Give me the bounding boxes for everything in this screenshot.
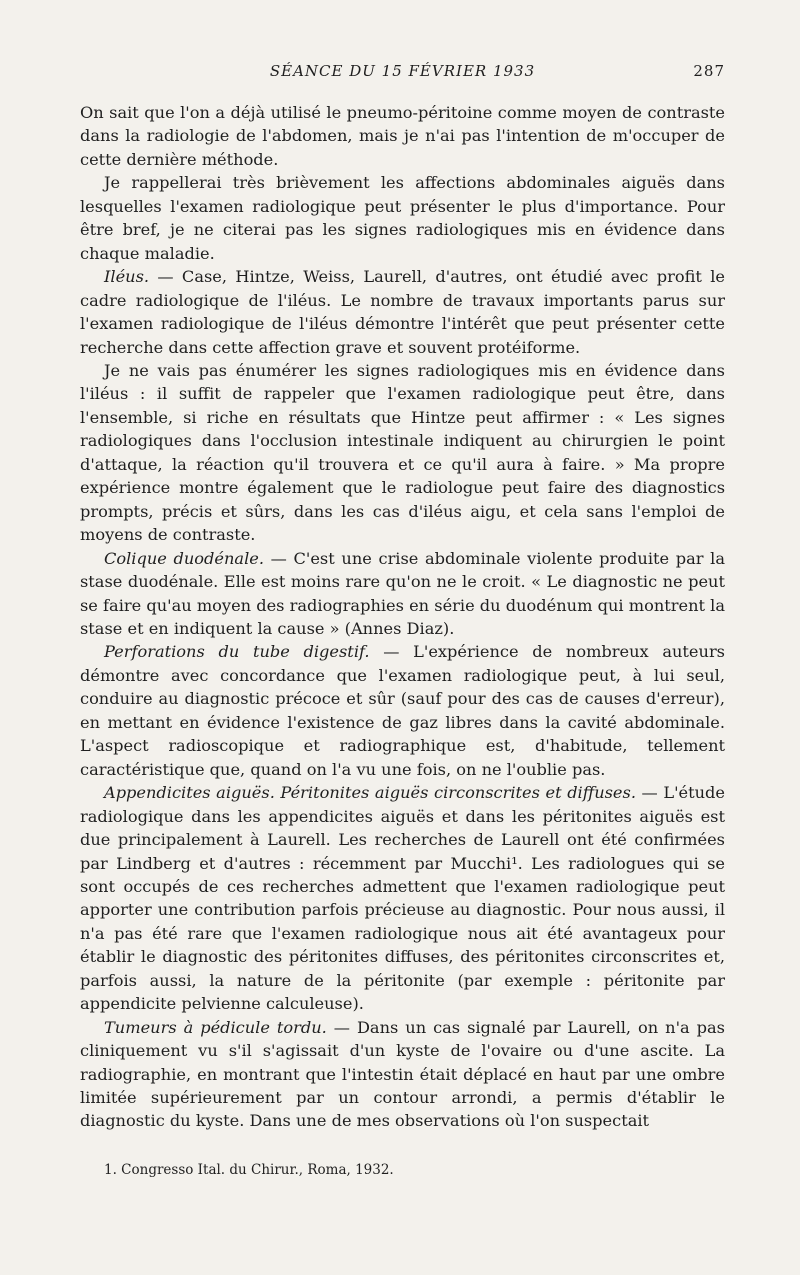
paragraph (80, 640, 725, 781)
paragraph-text: Je rappellerai très brièvement les affections abdominales aiguës dans lesquelles l'examen radiologique peut présenter le plus d'importance. Pour être bref, je ne citerai pas les signes radiologiques mis en évidence dans chaque maladie. (80, 173, 725, 263)
section-heading: Iléus. (104, 267, 150, 287)
body-text (80, 101, 725, 1133)
page-number: 287 (693, 62, 725, 80)
running-title: SÉANCE DU 15 FÉVRIER 1933 (269, 62, 536, 80)
paragraph-text: Je ne vais pas énumérer les signes radiologiques mis en évidence dans l'iléus : il suffit de rappeler que l'examen radiologique peut être, dans l'ensemble, si riche en résultats que Hintze peut affirmer : « Les signes radiologiques dans l'occlusion intestinale indiquent au chirurgien le point d'attaque, la réaction qu'il trouvera et ce qu'il aura à faire. » Ma propre expérience montre également que le radiologue peut faire des diagnostics prompts, précis et sûrs, dans les cas d'iléus aigu, et cela sans l'emploi de moyens de contraste. (80, 360, 725, 545)
page-header (80, 62, 725, 84)
section-heading: Tumeurs à pédicule tordu. (104, 1017, 327, 1037)
paragraph-text: — C'est une crise abdominale violente produite par la stase duodénale. Elle est moins rare qu'on ne le croit. « Le diagnostic ne peut se faire qu'au moyen des radiographies en série du duodénum qui montrent la stase et en indiquent la cause » (Annes Diaz). (80, 548, 725, 638)
paragraph (80, 1016, 725, 1133)
paragraph-text: — L'expérience de nombreux auteurs démontre avec concordance que l'examen radiologique peut, à lui seul, conduire au diagnostic précoce et sûr (sauf pour des cas de causes d'erreur), en mettant en évidence l'existence de gaz libres dans la cavité abdominale. L'aspect radioscopique et radiographique est, d'habitude, tellement caractéristique que, quand on l'a vu une fois, on ne l'oublie pas. (80, 642, 725, 779)
paragraph (80, 171, 725, 265)
paragraph-text: — Dans un cas signalé par Laurell, on n'a pas cliniquement vu s'il s'agissait d'un kyste de l'ovaire ou d'une ascite. La radiographie, en montrant que l'intestin était déplacé en haut par une ombre limitée supérieurement par un contour arrondi, a permis d'établir le diagnostic du kyste. Dans une de mes observations où l'on suspectait (80, 1017, 725, 1131)
paragraph-text: On sait que l'on a déjà utilisé le pneumo-péritoine comme moyen de contraste dans la radiologie de l'abdomen, mais je n'ai pas l'intention de m'occuper de cette dernière méthode. (80, 103, 725, 169)
section-heading: Appendicites aiguës. Péritonites aiguës circonscrites et diffuses. (104, 783, 636, 803)
section-heading: Perforations du tube digestif. (104, 642, 370, 662)
footnote: 1. Congresso Ital. du Chirur., Roma, 1932. (104, 1162, 394, 1178)
paragraph (80, 359, 725, 547)
paragraph-text: — L'étude radiologique dans les appendicites aiguës et dans les péritonites aiguës est due principalement à Laurell. Les recherches de Laurell ont été confirmées par Lindberg et d'autres : récemment par Mucchi¹. Les radiologues qui se sont occupés de ces recherches admettent que l'examen radiologique peut apporter une contribution parfois précieuse au diagnostic. Pour nous aussi, il n'a pas été rare que l'examen radiologique nous ait été avantageux pour établir le diagnostic des péritonites diffuses, des péritonites circonscrites et, parfois aussi, la nature de la péritonite (par exemple : péritonite par appendicite pelvienne calculeuse). (80, 783, 725, 1014)
paragraph (80, 101, 725, 171)
section-heading: Colique duodénale. (104, 548, 264, 568)
paragraph-text: — Case, Hintze, Weiss, Laurell, d'autres, ont étudié avec profit le cadre radiologique de l'iléus. Le nombre de travaux importants parus sur l'examen radiologique de l'iléus démontre l'intérêt que peut présenter cette recherche dans cette affection grave et souvent protéiforme. (80, 267, 725, 357)
paragraph (80, 781, 725, 1016)
paragraph (80, 265, 725, 359)
paragraph (80, 547, 725, 641)
